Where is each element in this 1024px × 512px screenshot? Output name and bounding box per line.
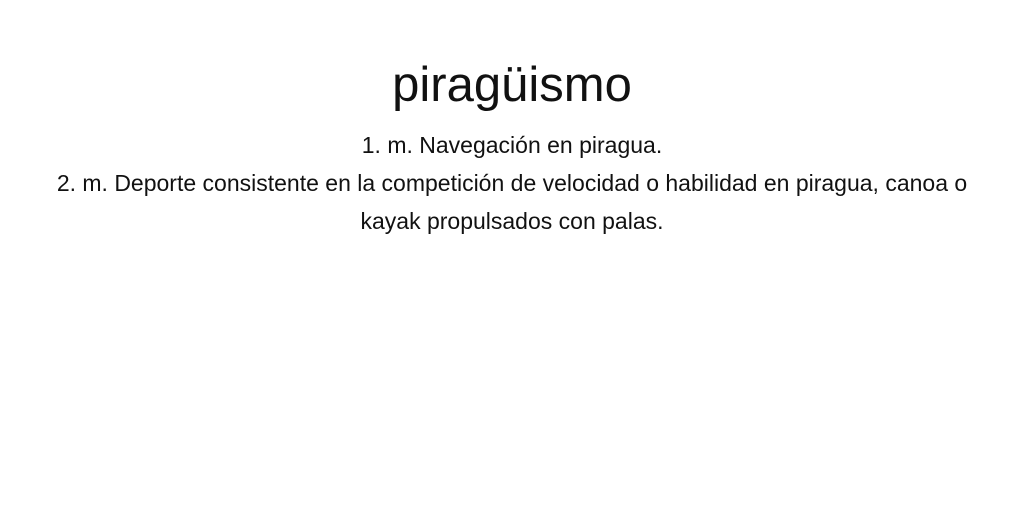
headword: piragüismo [392,58,632,112]
definition-2: 2. m. Deporte consistente en la competición de velocidad o habilidad en piragua, canoa o kayak propulsados con palas. [56,170,968,234]
definition-1: 1. m. Navegación en piragua. [361,132,663,158]
dictionary-entry [0,0,1024,240]
definitions-list [0,126,1024,240]
